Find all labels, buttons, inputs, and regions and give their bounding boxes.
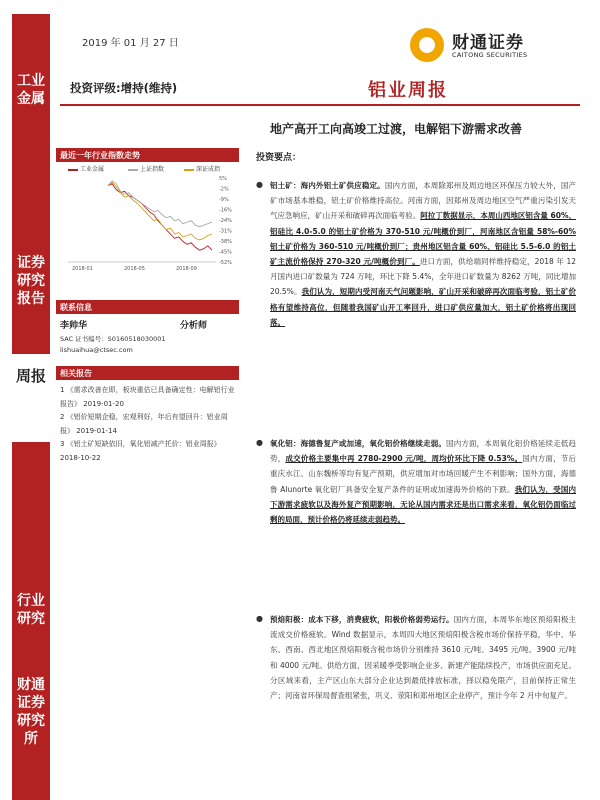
bauxite-price-highlight: 阿拉丁数据显示，本周山西地区铝含量 60%、铝硅比 4.0-5.0 的铝土矿价格为 370-510 元/吨概价到厂，河南地区含铝量 58%-60%铝土矿价格为 360-510 元/吨概价到厂；贵州地区铝含量 60%、铝硅比 5.5-6.0 的铝土矿主流价格保持 270-320 元/吨概价到厂。 bbox=[270, 211, 577, 267]
anode-lead: 预焙阳极：成本下移，消费疲软，阳极价格弱势运行。 bbox=[270, 615, 454, 624]
bauxite-conclusion: 我们认为，短期内受河南天气问题影响，矿山开采和破碎再次面临考验，铝土矿价格有望维持高位，但随着我国矿山开工率回升，进口矿供应量加大，铝土矿价格将出现回落。 bbox=[270, 287, 577, 327]
bullet-icon: ● bbox=[256, 180, 263, 189]
sac-number: SAC 证书编号：S0160518030001 bbox=[60, 335, 166, 343]
key-points-title: 投资要点： bbox=[256, 153, 302, 163]
related-report-item: 1 《需求改善在即，板块重估已具备确定性：电解铝行业报告》 2019-01-20 bbox=[60, 386, 235, 408]
sidebar-research-label: 行业研究 bbox=[17, 593, 45, 627]
bullet-icon: ● bbox=[256, 614, 263, 623]
bauxite-text-2: 进口方面，供给端同样维持稳定，2018 年 12 月国内进口矿数量为 724 万吨，环比下降 5.4%，全年进口矿数量为 8262 万吨，同比增加 20.5%。 bbox=[270, 257, 576, 297]
logo-name-cn: 财通证券 bbox=[452, 33, 524, 53]
alumina-paragraph bbox=[270, 436, 576, 527]
related-report-list bbox=[60, 384, 240, 465]
sidebar-industry-label: 工业金属 bbox=[17, 73, 45, 107]
series-line-3 bbox=[108, 182, 212, 240]
analyst-email: lishuaihua@ctsec.com bbox=[60, 346, 133, 354]
y-tick-label: -24% bbox=[219, 218, 232, 224]
chart-heading: 最近一年行业指数走势 bbox=[56, 148, 239, 162]
report-headline: 地产高开工向高竣工过渡，电解铝下游需求改善 bbox=[270, 122, 523, 136]
legend-label: 上证指数 bbox=[140, 166, 165, 173]
report-type-title: 铝业周报 bbox=[368, 80, 448, 101]
bullet-icon: ● bbox=[256, 438, 263, 447]
related-heading: 相关报告 bbox=[56, 366, 239, 380]
anode-paragraph bbox=[270, 612, 576, 703]
x-tick-label: 2018-05 bbox=[124, 266, 145, 272]
company-logo bbox=[410, 26, 570, 72]
contact-heading: 联系信息 bbox=[56, 300, 239, 314]
series-line-2 bbox=[108, 181, 212, 227]
header-divider bbox=[60, 104, 580, 106]
investment-rating: 投资评级:增持(维持) bbox=[70, 81, 178, 95]
alumina-price-highlight: 成交价格主要集中再 2780-2900 元/吨，周均价环比下降 0.53%。 bbox=[285, 454, 523, 464]
related-report-item: 3 《铝土矿短缺依旧，氧化铝减产托价：铝业周报》 2018-10-22 bbox=[60, 440, 221, 462]
bauxite-lead: 铝土矿：海内外铝土矿供应稳定。 bbox=[270, 181, 385, 190]
bauxite-text-1: 国内方面，本周除郑州及周边地区环保压力较大外，国产矿市场基本维稳，铝土矿价格维持高位。河南方面，因郑州及周边地区空气严重污染引发天气应急响应，矿山开采和破碎再次面临考验。 bbox=[270, 181, 577, 221]
report-date: 2019 年 01 月 27 日 bbox=[82, 38, 179, 49]
alumina-lead: 氧化铝：海德鲁复产或加速，氧化铝价格继续走弱。 bbox=[270, 439, 447, 448]
sidebar-report-label: 证券研究报告 bbox=[17, 255, 45, 307]
index-trend-chart bbox=[56, 162, 239, 296]
alumina-conclusion: 我们认为，受国内下游需求疲软以及海外复产预期影响，无论从国内需求还是出口需求来看，氧化铝仍面临过剩的局面，预计价格仍将延续走弱趋势。 bbox=[270, 484, 577, 525]
y-tick-label: -38% bbox=[219, 239, 232, 245]
anode-text-1: 国内方面，本周华东地区预焙阳极主流成交价格疲软。Wind 数据显示，本周四大地区预焙阳极含税市场价保持平稳，华中、华东、西南、西北地区预焙阳极含税市场价分别维持 3610 元/吨、3495 元/吨、3900 元/吨和 4000 元/吨。供给方面，因采暖季受影响企业多、新建产能陆续投产，市场供应面充足。分区域来看，主产区山东大部分企业达到最低排放标准，择以稳免限产，目前保持正常生产；河南省环保局督查组紧张，巩义、荥阳和郑州地区企业停产，预计今年 2 月中旬复产。 bbox=[270, 615, 577, 701]
y-tick-label: -2% bbox=[219, 186, 229, 193]
y-tick-label: 5% bbox=[219, 176, 227, 182]
logo-name-en: CAITONG SECURITIES bbox=[452, 51, 528, 59]
y-tick-label: -45% bbox=[219, 249, 232, 256]
analyst-name: 李帅华 bbox=[60, 321, 88, 331]
alumina-text-1: 国内方面，本周氧化铝价格延续走低趋势， bbox=[270, 439, 577, 464]
x-tick-label: 2018-09 bbox=[176, 266, 197, 272]
y-tick-label: -31% bbox=[219, 228, 232, 235]
analyst-title: 分析师 bbox=[180, 321, 208, 331]
sidebar-weekly-label: 周报 bbox=[15, 367, 46, 385]
alumina-text-2: 国内方面，节后重庆水江、山东魏桥等均有复产预期，供应增加对市场回暖产生不利影响；国外方面，海德鲁 Alunorte 氧化铝厂具备安全复产条件的证明或加速海外价格的下跌。 bbox=[270, 454, 577, 494]
y-tick-label: -9% bbox=[219, 197, 229, 203]
chart-canvas bbox=[56, 162, 239, 296]
x-tick-label: 2018-01 bbox=[72, 266, 93, 272]
legend-label: 工业金属 bbox=[80, 166, 105, 173]
y-tick-label: -52% bbox=[219, 260, 232, 266]
sidebar bbox=[12, 14, 50, 800]
bauxite-paragraph bbox=[270, 178, 576, 330]
related-report-item: 2 《铝价短期企稳，宏观利好，年后有望回升：铝业周报》 2019-01-14 bbox=[60, 413, 228, 435]
legend-label: 深证成指 bbox=[196, 166, 221, 173]
y-tick-label: -16% bbox=[219, 207, 232, 214]
logo-icon bbox=[410, 28, 444, 62]
sidebar-institute-label: 财通证券研究所 bbox=[17, 677, 45, 747]
